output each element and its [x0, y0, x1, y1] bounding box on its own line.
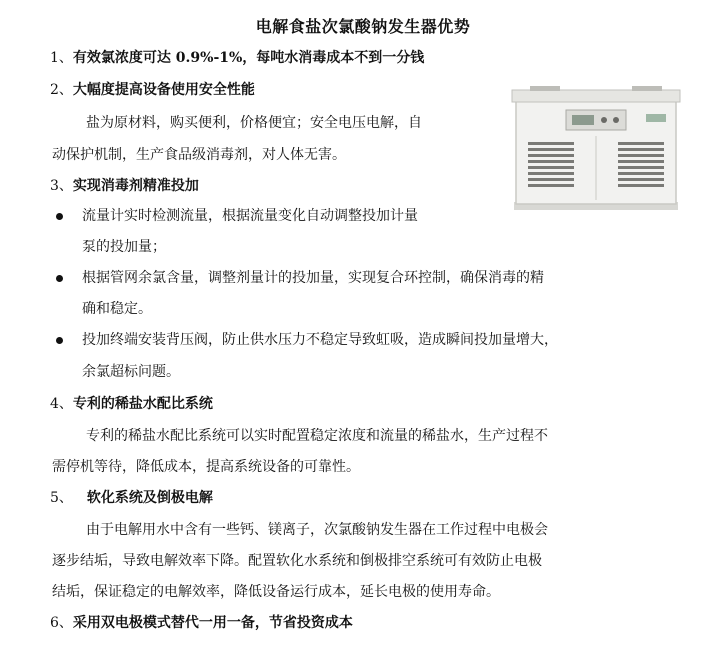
- section-2-heading: [50, 80, 255, 100]
- bullet-dot-1: [56, 213, 63, 220]
- section-1-heading: [50, 48, 424, 68]
- section-4-number: 4、: [50, 396, 73, 412]
- section-5-heading: [50, 488, 213, 508]
- section-2-paragraph-line-1: 盐为原材料，购买便利，价格便宜；安全电压电解，自: [86, 115, 422, 131]
- section-5-paragraph-line-1: 由于电解用水中含有一些钙、镁离子，次氯酸钠发生器在工作过程中电极会: [86, 522, 548, 538]
- section-4-paragraph-line-1: 专利的稀盐水配比系统可以实时配置稳定浓度和流量的稀盐水，生产过程不: [86, 428, 548, 444]
- section-2-title: 大幅度提高设备使用安全性能: [72, 82, 255, 98]
- section-2-number: 2、: [50, 82, 73, 98]
- bullet-dot-2: [56, 275, 63, 282]
- section-3-title: 实现消毒剂精准投加: [72, 178, 199, 194]
- section-6-title: 采用双电极模式替代一用一备，节省投资成本: [72, 615, 353, 631]
- section-4-title: 专利的稀盐水配比系统: [72, 396, 213, 412]
- bullet-3-line-1: 投加终端安装背压阀，防止供水压力不稳定导致虹吸，造成瞬间投加量增大，: [82, 332, 558, 348]
- bullet-dot-3: [56, 337, 63, 344]
- bullet-2-line-2: 确和稳定。: [82, 301, 152, 317]
- section-5-paragraph-line-2: 逐步结垢，导致电解效率下降。配置软化水系统和倒极排空系统可有效防止电极: [52, 553, 542, 569]
- section-3-number: 3、: [50, 178, 73, 194]
- bullet-1-line-2: 泵的投加量；: [82, 239, 166, 255]
- section-1-title: 有效氯浓度可达 0.9%-1%，每吨水消毒成本不到一分钱: [72, 50, 425, 66]
- section-4-heading: [50, 394, 213, 414]
- section-6-heading: [50, 613, 353, 633]
- section-5-number: 5、: [50, 490, 73, 506]
- section-5-paragraph-line-3: 结垢，保证稳定的电解效率，降低设备运行成本，延长电极的使用寿命。: [52, 584, 500, 600]
- section-6-number: 6、: [50, 615, 73, 631]
- bullet-1-line-1: 流量计实时检测流量，根据流量变化自动调整投加计量: [82, 208, 418, 224]
- document-title: 电解食盐次氯酸钠发生器优势: [255, 17, 471, 36]
- section-5-title: 软化系统及倒极电解: [86, 490, 213, 506]
- bullet-3-line-2: 余氯超标问题。: [82, 364, 180, 380]
- section-2-paragraph-line-2: 动保护机制，生产食品级消毒剂，对人体无害。: [52, 147, 346, 163]
- generator-device-image: [496, 84, 696, 216]
- section-1-number: 1、: [50, 50, 73, 66]
- section-3-heading: [50, 176, 199, 196]
- section-4-paragraph-line-2: 需停机等待，降低成本，提高系统设备的可靠性。: [52, 459, 360, 475]
- bullet-2-line-1: 根据管网余氯含量，调整剂量计的投加量，实现复合环控制，确保消毒的精: [82, 270, 544, 286]
